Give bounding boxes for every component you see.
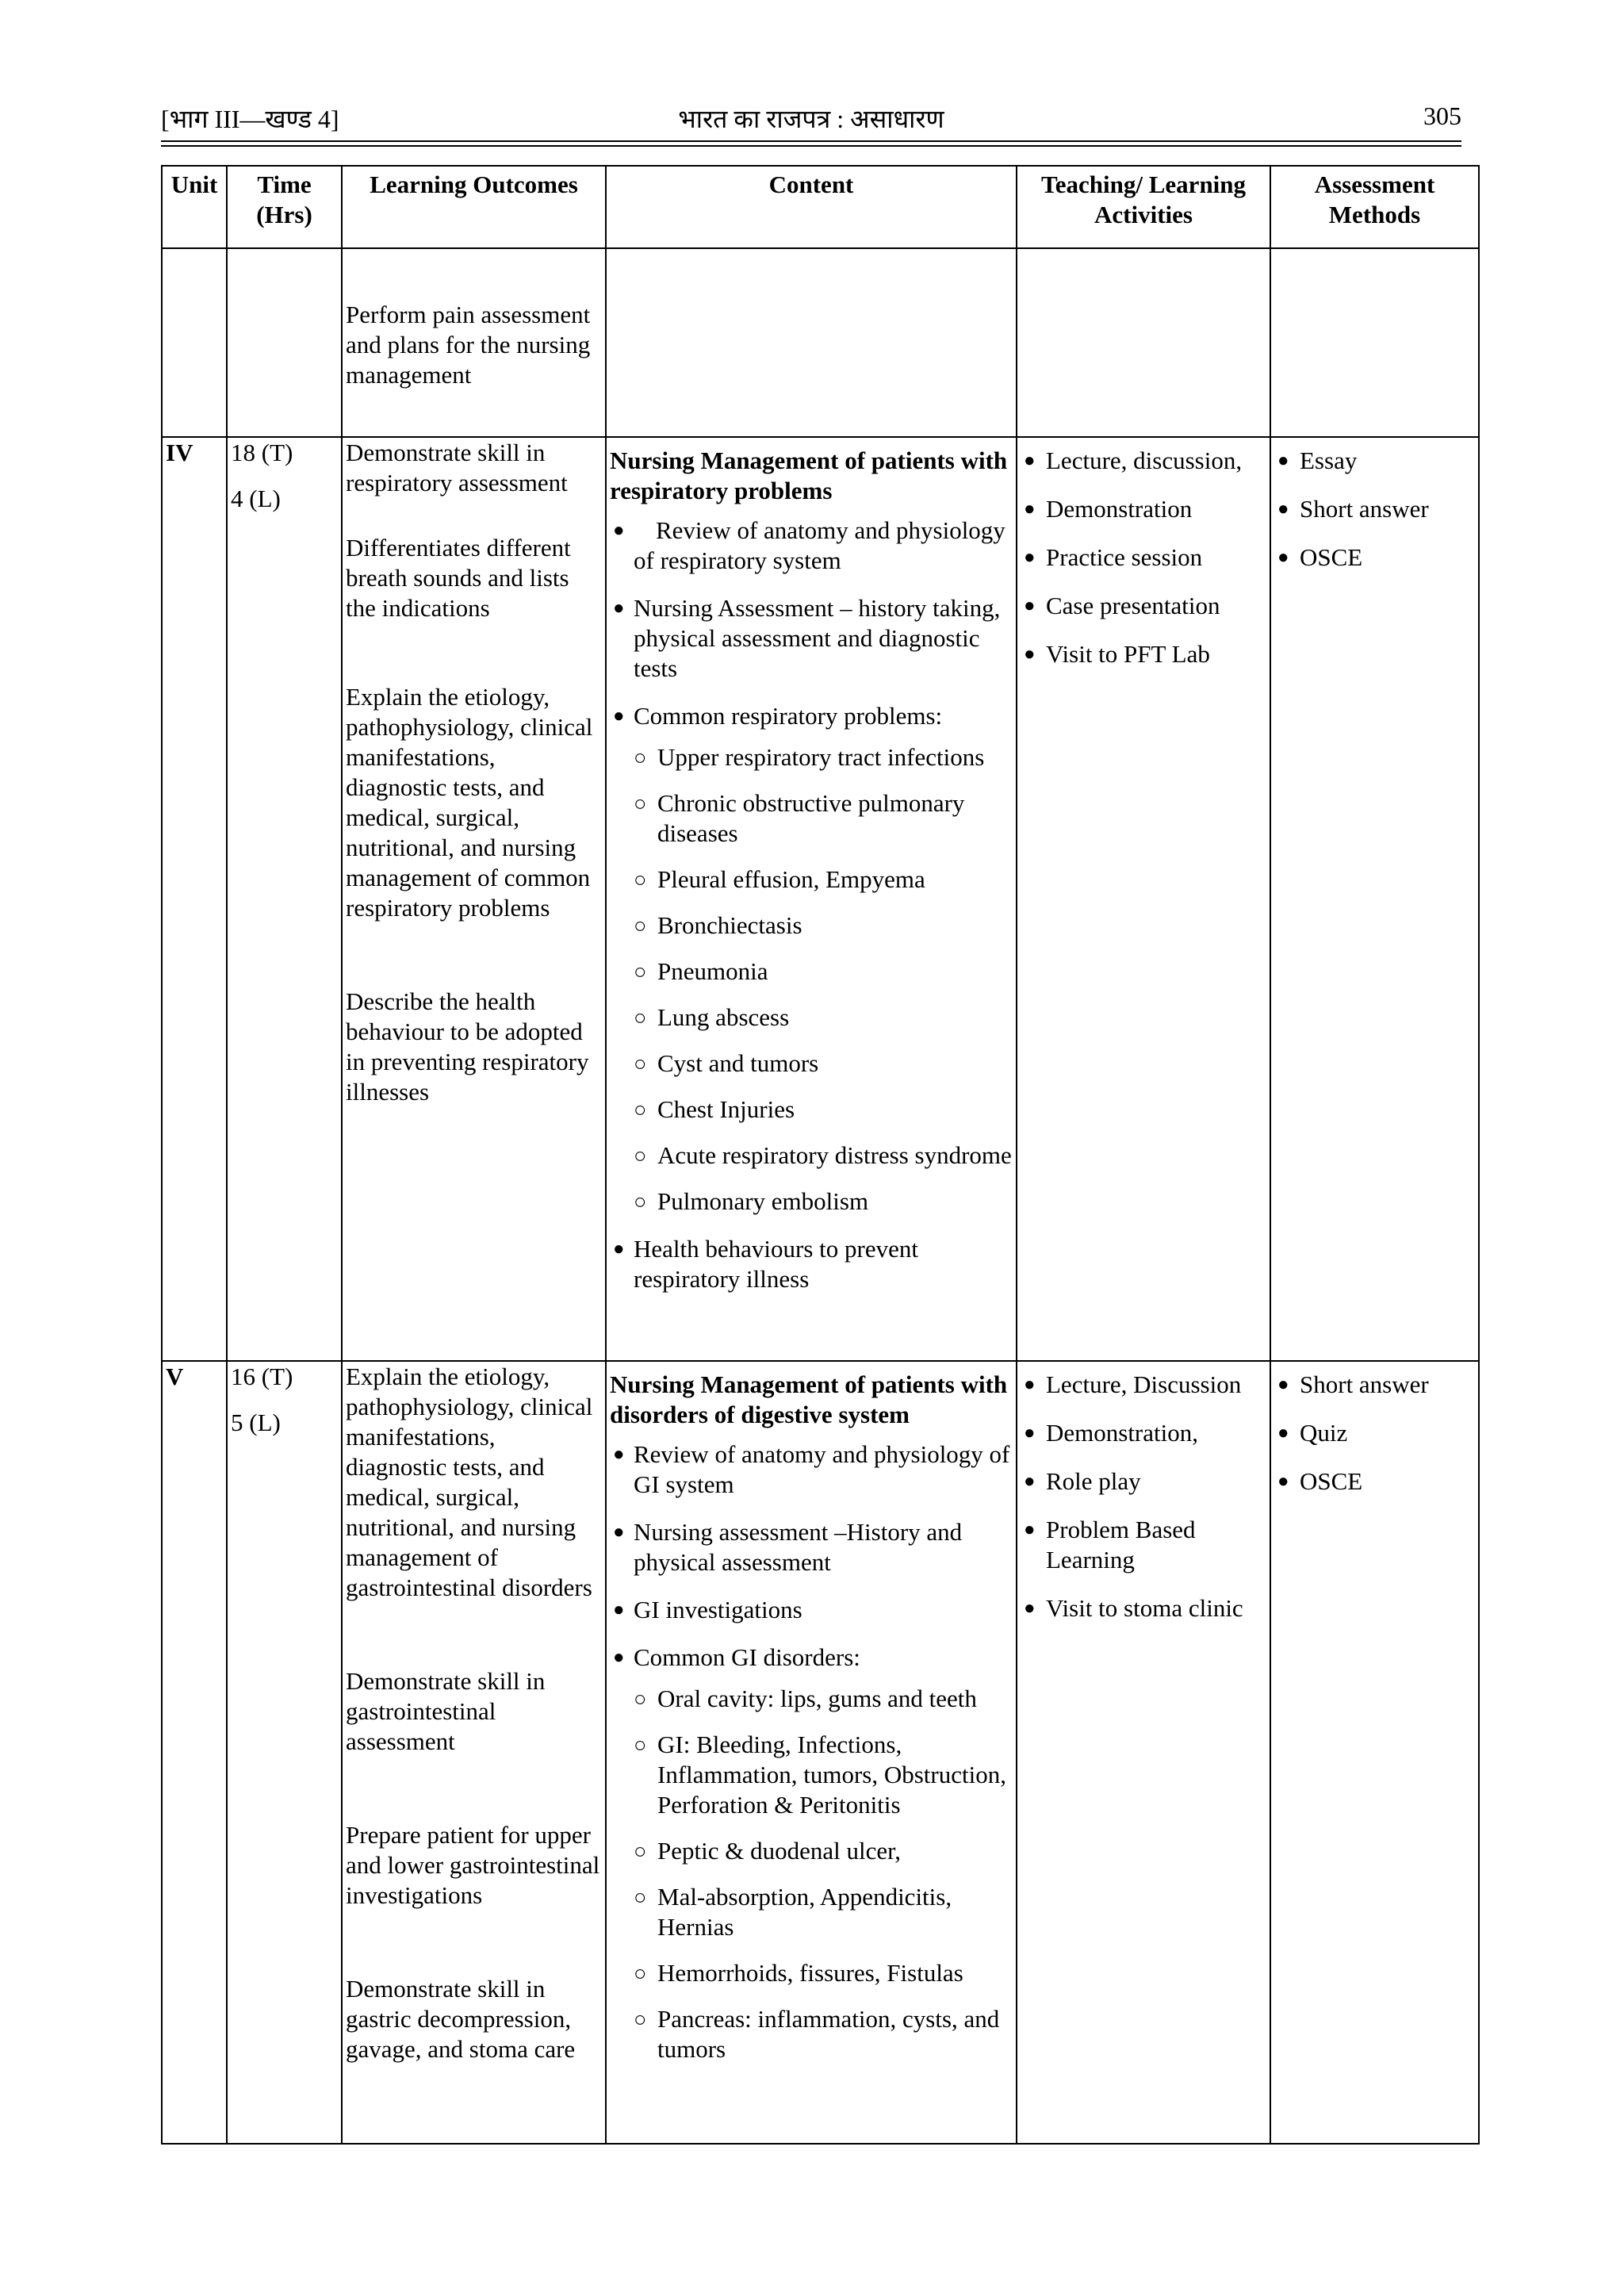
learning-outcome: Demonstrate skill in respiratory assessment (346, 439, 568, 496)
list-item: ○ Cyst and tumors (634, 1049, 819, 1077)
bullet-icon: ● (613, 706, 625, 726)
theory-hours: 16 (T) (231, 1363, 293, 1390)
circle-bullet-icon: ○ (634, 1190, 647, 1213)
header-rule (161, 145, 1461, 147)
bullet-icon: ● (1024, 1598, 1036, 1619)
learning-outcome: Explain the etiology, pathophysiology, clinical manifestations, diagnostic tests, and medical, surgical, nutritional, and nursing management of common respiratory problems (346, 683, 593, 922)
list-item: ● Role play (1024, 1467, 1141, 1495)
table-row (162, 248, 1479, 437)
list-item: ● Problem Based Learning (1024, 1516, 1196, 1573)
teaching-cell (1017, 1361, 1270, 2144)
list-item: ● Review of anatomy and physiology of respiratory system (613, 516, 1005, 574)
column-header-teaching-activities: Teaching/ Learning Activities (1017, 166, 1270, 248)
lab-hours: 4 (L) (231, 485, 281, 512)
column-header-assessment-methods: Assessment Methods (1270, 166, 1479, 248)
bullet-icon: ● (1277, 1423, 1289, 1443)
circle-bullet-icon: ○ (634, 960, 647, 983)
learning-outcome: Prepare patient for upper and lower gastrointestinal investigations (346, 1821, 600, 1909)
circle-bullet-icon: ○ (634, 1052, 647, 1075)
assessment-list (1274, 1370, 1475, 1497)
unit-cell (162, 248, 227, 437)
list-item: ● Short answer (1277, 495, 1429, 523)
learning-outcome: Differentiates different breath sounds and lists the indications (346, 534, 571, 622)
list-item: ○ Pleural effusion, Empyema (634, 865, 925, 893)
header-section-label: [भाग III—खण्ड 4] (161, 105, 339, 133)
list-item: ● Case presentation (1024, 592, 1220, 619)
list-item: ● Essay (1277, 447, 1358, 474)
learning-outcomes-cell (342, 248, 606, 437)
teaching-list (1021, 446, 1266, 669)
theory-hours: 18 (T) (231, 439, 293, 466)
header-rule (161, 140, 1461, 142)
circle-bullet-icon: ○ (634, 1961, 647, 1985)
learning-outcome: Perform pain assessment and plans for the nursing management (346, 301, 591, 389)
bullet-icon: ● (1024, 644, 1036, 665)
sub-list (634, 742, 1013, 1217)
circle-bullet-icon: ○ (634, 1733, 647, 1757)
learning-outcome: Demonstrate skill in gastrointestinal assessment (346, 1667, 546, 1755)
column-header-time: Time (Hrs) (227, 166, 342, 248)
list-item: ○ Lung abscess (634, 1003, 790, 1031)
list-item: ● Visit to stoma clinic (1024, 1594, 1243, 1622)
list-item: ● Common GI disorders: ○ Oral cavity: lips, gums and teeth ○ GI: Bleeding, Infections, Inflammation, tumors, Obstruction, Perforation & Peritonitis ○ Peptic & duodenal ulcer, ○ Mal-absorption, Appendicitis, Hernias ○ Hemorrhoids, fissures, Fistulas ○ Pancreas: inflammation, cysts, and tumors (610, 1642, 1013, 2064)
circle-bullet-icon: ○ (634, 1687, 647, 1711)
content-cell (606, 248, 1017, 437)
assessment-cell (1270, 437, 1479, 1361)
bullet-icon: ● (1277, 1471, 1289, 1492)
bullet-icon: ● (613, 1647, 625, 1668)
circle-bullet-icon: ○ (634, 1098, 647, 1121)
teaching-cell (1017, 248, 1270, 437)
list-item: ● Visit to PFT Lab (1024, 640, 1210, 668)
table-header-row (162, 166, 1479, 248)
bullet-icon: ● (1024, 1471, 1036, 1492)
bullet-icon: ● (1024, 596, 1036, 616)
bullet-icon: ● (613, 1239, 625, 1259)
circle-bullet-icon: ○ (634, 914, 647, 937)
syllabus-table (161, 165, 1480, 2145)
content-cell (606, 1361, 1017, 2144)
list-item: ○ Pneumonia (634, 957, 768, 985)
learning-outcomes-cell (342, 1361, 606, 2144)
list-item: ● OSCE (1277, 1467, 1363, 1495)
content-list (610, 1439, 1013, 2064)
list-item: ○ Upper respiratory tract infections (634, 743, 985, 771)
content-list (610, 516, 1013, 1294)
list-item: ○ Oral cavity: lips, gums and teeth (634, 1685, 977, 1712)
bullet-icon: ● (1024, 450, 1036, 471)
learning-outcomes-cell (342, 437, 606, 1361)
bullet-icon: ● (613, 520, 625, 541)
list-item: ○ Mal-absorption, Appendicitis, Hernias (634, 1883, 952, 1941)
bullet-icon: ● (1277, 450, 1289, 471)
list-item: ● GI investigations (613, 1596, 802, 1623)
unit-cell: IV (162, 437, 227, 1361)
bullet-icon: ● (613, 598, 625, 619)
lab-hours: 5 (L) (231, 1409, 281, 1436)
content-title: Nursing Management of patients with respiratory problems (610, 447, 1008, 504)
assessment-list (1274, 446, 1475, 573)
list-item: ● Short answer (1277, 1370, 1429, 1398)
list-item: ○ Pancreas: inflammation, cysts, and tumors (634, 2005, 1000, 2063)
page-number: 305 (1423, 102, 1461, 130)
bullet-icon: ● (1277, 547, 1289, 568)
learning-outcome: Describe the health behaviour to be adopted in preventing respiratory illnesses (346, 987, 589, 1106)
table-row (162, 1361, 1479, 2144)
circle-bullet-icon: ○ (634, 792, 647, 815)
list-item: ● Demonstration, (1024, 1419, 1198, 1447)
table-row (162, 437, 1479, 1361)
circle-bullet-icon: ○ (634, 1839, 647, 1863)
list-item: ● Demonstration (1024, 495, 1193, 523)
list-item: ○ Chest Injuries (634, 1095, 795, 1123)
assessment-cell (1270, 248, 1479, 437)
list-item: ○ Bronchiectasis (634, 911, 802, 939)
list-item: ○ Chronic obstructive pulmonary diseases (634, 789, 965, 847)
bullet-icon: ● (1024, 547, 1036, 568)
time-cell (227, 437, 342, 1361)
bullet-icon: ● (1277, 1374, 1289, 1395)
list-item: ● Nursing Assessment – history taking, physical assessment and diagnostic tests (613, 594, 1001, 682)
time-cell (227, 1361, 342, 2144)
bullet-icon: ● (1024, 499, 1036, 519)
list-item: ● Lecture, discussion, (1024, 447, 1243, 474)
list-item: ○ Acute respiratory distress syndrome (634, 1141, 1012, 1169)
time-cell (227, 248, 342, 437)
list-item: ○ Pulmonary embolism (634, 1187, 869, 1215)
header-publication-title: भारत का राजपत्र : असाधारण (678, 105, 944, 133)
teaching-cell (1017, 437, 1270, 1361)
circle-bullet-icon: ○ (634, 2007, 647, 2031)
page-header (161, 97, 1461, 141)
content-title: Nursing Management of patients with disorders of digestive system (610, 1370, 1008, 1428)
list-item: ● Practice session (1024, 543, 1203, 571)
list-item: ● Nursing assessment –History and physical assessment (613, 1518, 963, 1576)
list-item: ○ Peptic & duodenal ulcer, (634, 1837, 901, 1865)
circle-bullet-icon: ○ (634, 746, 647, 769)
learning-outcome: Explain the etiology, pathophysiology, clinical manifestations, diagnostic tests, and medical, surgical, nutritional, and nursing management of gastrointestinal disorders (346, 1363, 593, 1601)
teaching-list (1021, 1370, 1266, 1623)
bullet-icon: ● (1277, 499, 1289, 519)
sub-list (634, 1684, 1013, 2064)
column-header-content: Content (606, 166, 1017, 248)
bullet-icon: ● (613, 1444, 625, 1465)
circle-bullet-icon: ○ (634, 1885, 647, 1909)
list-item: ○ Hemorrhoids, fissures, Fistulas (634, 1959, 963, 1987)
bullet-icon: ● (1024, 1423, 1036, 1443)
column-header-learning-outcomes: Learning Outcomes (342, 166, 606, 248)
list-item: ● Health behaviours to prevent respiratory illness (613, 1235, 918, 1293)
bullet-icon: ● (613, 1600, 625, 1620)
list-item: ● Common respiratory problems: ○ Upper respiratory tract infections ○ Chronic obstructive pulmonary diseases ○ Pleural effusion, Empyema ○ Bronchiectasis ○ Pneumonia ○ Lung abscess ○ Cyst and tumors ○ Chest Injuries ○ Acute respiratory distress syndrome ○ Pulmonary embolism (613, 702, 1012, 1215)
list-item: ● OSCE (1277, 543, 1363, 571)
bullet-icon: ● (1024, 1520, 1036, 1540)
circle-bullet-icon: ○ (634, 1144, 647, 1167)
circle-bullet-icon: ○ (634, 1006, 647, 1029)
list-item: ● Quiz (1277, 1419, 1348, 1447)
list-item: ● Lecture, Discussion (1024, 1370, 1242, 1398)
content-cell (606, 437, 1017, 1361)
unit-cell: V (162, 1361, 227, 2144)
column-header-unit: Unit (162, 166, 227, 248)
list-item: ○ GI: Bleeding, Infections, Inflammation, tumors, Obstruction, Perforation & Peritonitis (634, 1731, 1006, 1819)
learning-outcome: Demonstrate skill in gastric decompression, gavage, and stoma care (346, 1975, 576, 2063)
assessment-cell (1270, 1361, 1479, 2144)
bullet-icon: ● (1024, 1374, 1036, 1395)
circle-bullet-icon: ○ (634, 868, 647, 891)
bullet-icon: ● (613, 1522, 625, 1543)
list-item: ● Review of anatomy and physiology of GI system (613, 1440, 1010, 1498)
